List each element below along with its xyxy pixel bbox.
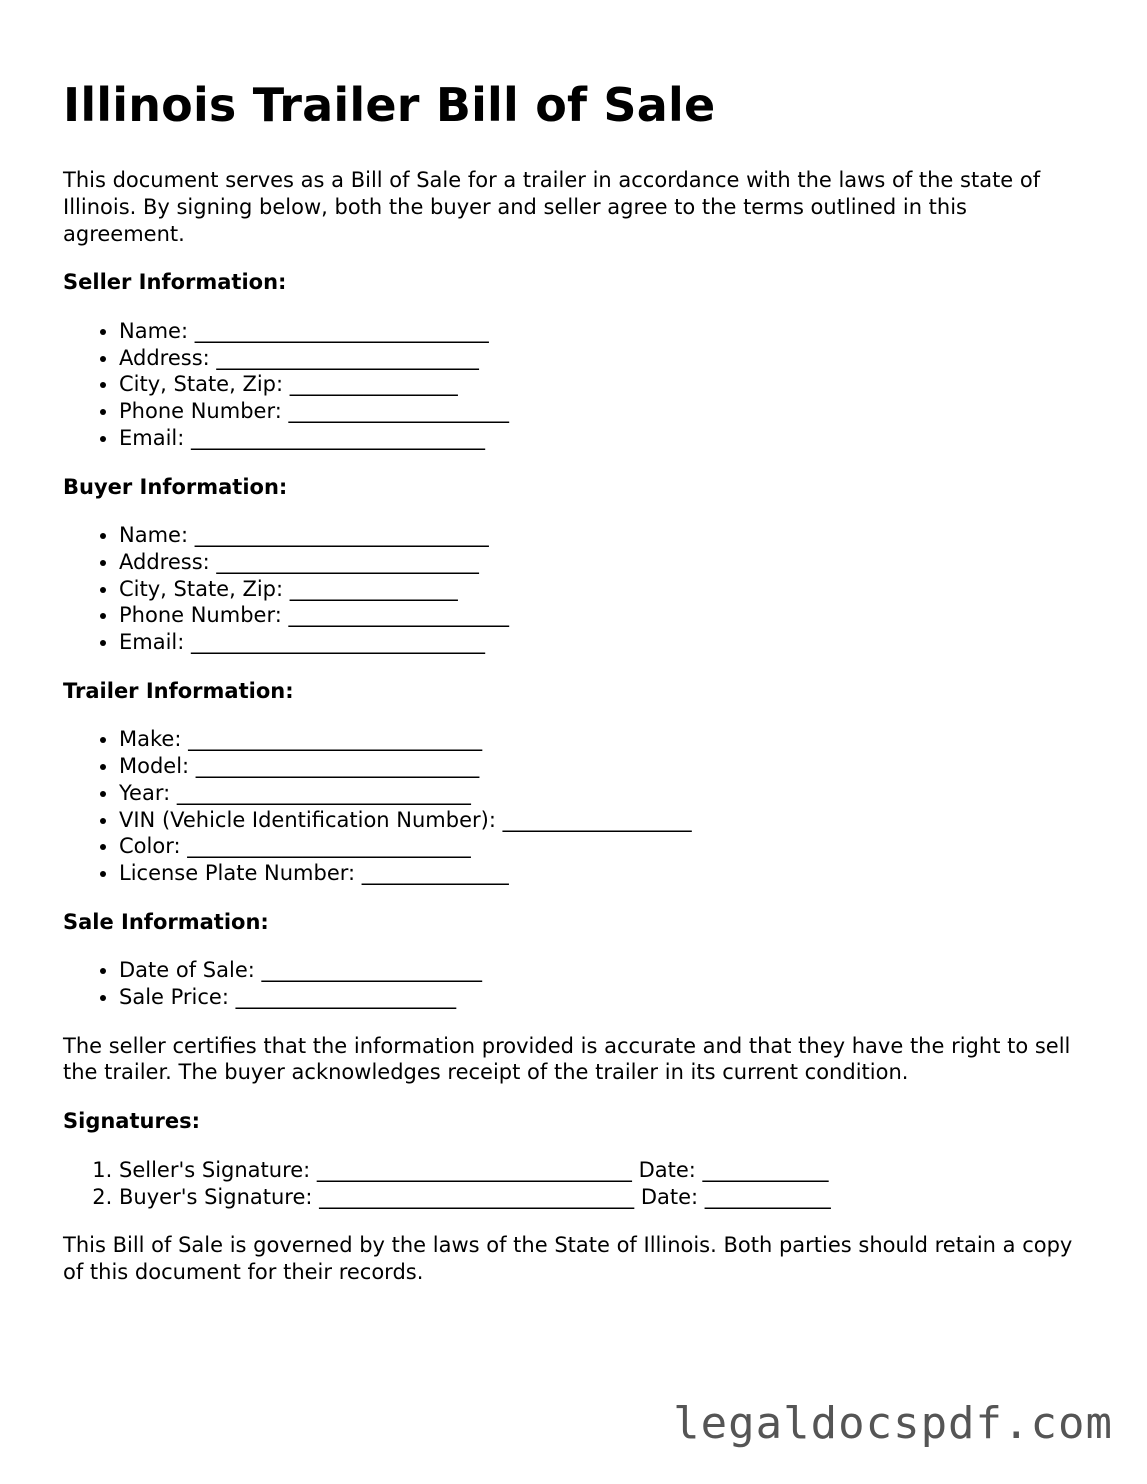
seller-signature-line: 1. Seller's Signature: ______________________________ Date: ____________ <box>119 1157 1093 1184</box>
buyer-list <box>63 522 1093 656</box>
seller-email-field: • Email: ____________________________ <box>119 425 1093 452</box>
sale-list <box>63 957 1093 1010</box>
seller-city-state-zip-field: • City, State, Zip: ________________ <box>119 371 1093 398</box>
trailer-model-field: • Model: ___________________________ <box>119 753 1093 780</box>
trailer-list <box>63 726 1093 886</box>
sale-date-field: • Date of Sale: _____________________ <box>119 957 1093 984</box>
buyer-email-field: • Email: ____________________________ <box>119 629 1093 656</box>
seller-list <box>63 318 1093 452</box>
signatures-heading: Signatures: <box>63 1109 200 1134</box>
trailer-year-field: • Year: ____________________________ <box>119 780 1093 807</box>
certification-paragraph: The seller certifies that the information provided is accurate and that they have the right to sell the trailer. The buyer acknowledges receipt of the trailer in its current condition. <box>63 1033 1071 1085</box>
seller-phone-field: • Phone Number: _____________________ <box>119 398 1093 425</box>
trailer-heading: Trailer Information: <box>63 678 294 703</box>
buyer-phone-field: • Phone Number: _____________________ <box>119 602 1093 629</box>
seller-heading: Seller Information: <box>63 270 287 295</box>
trailer-make-field: • Make: ____________________________ <box>119 726 1093 753</box>
trailer-vin-field: • VIN (Vehicle Identification Number): __________________ <box>119 807 1093 834</box>
closing-paragraph: This Bill of Sale is governed by the laws of the State of Illinois. Both parties should retain a copy of this document for their records. <box>63 1233 1073 1284</box>
watermark: legaldocspdf.com <box>673 1398 1113 1449</box>
buyer-signature-line: 2. Buyer's Signature: ______________________________ Date: ____________ <box>119 1184 1093 1211</box>
intro-paragraph: This document serves as a Bill of Sale for a trailer in accordance with the laws of the state of Illinois. By signing below, both the buyer and seller agree to the terms outlined in this agreement. <box>63 168 1041 246</box>
buyer-city-state-zip-field: • City, State, Zip: ________________ <box>119 576 1093 603</box>
signatures-list <box>63 1157 1093 1210</box>
document-title: Illinois Trailer Bill of Sale <box>63 78 716 132</box>
trailer-license-plate-field: • License Plate Number: ______________ <box>119 860 1093 887</box>
document-page <box>63 78 1093 1308</box>
buyer-address-field: • Address: _________________________ <box>119 549 1093 576</box>
seller-address-field: • Address: _________________________ <box>119 345 1093 372</box>
sale-heading: Sale Information: <box>63 909 269 934</box>
trailer-color-field: • Color: ___________________________ <box>119 833 1093 860</box>
buyer-heading: Buyer Information: <box>63 474 288 499</box>
sale-price-field: • Sale Price: _____________________ <box>119 984 1093 1011</box>
buyer-name-field: • Name: ____________________________ <box>119 522 1093 549</box>
seller-name-field: • Name: ____________________________ <box>119 318 1093 345</box>
